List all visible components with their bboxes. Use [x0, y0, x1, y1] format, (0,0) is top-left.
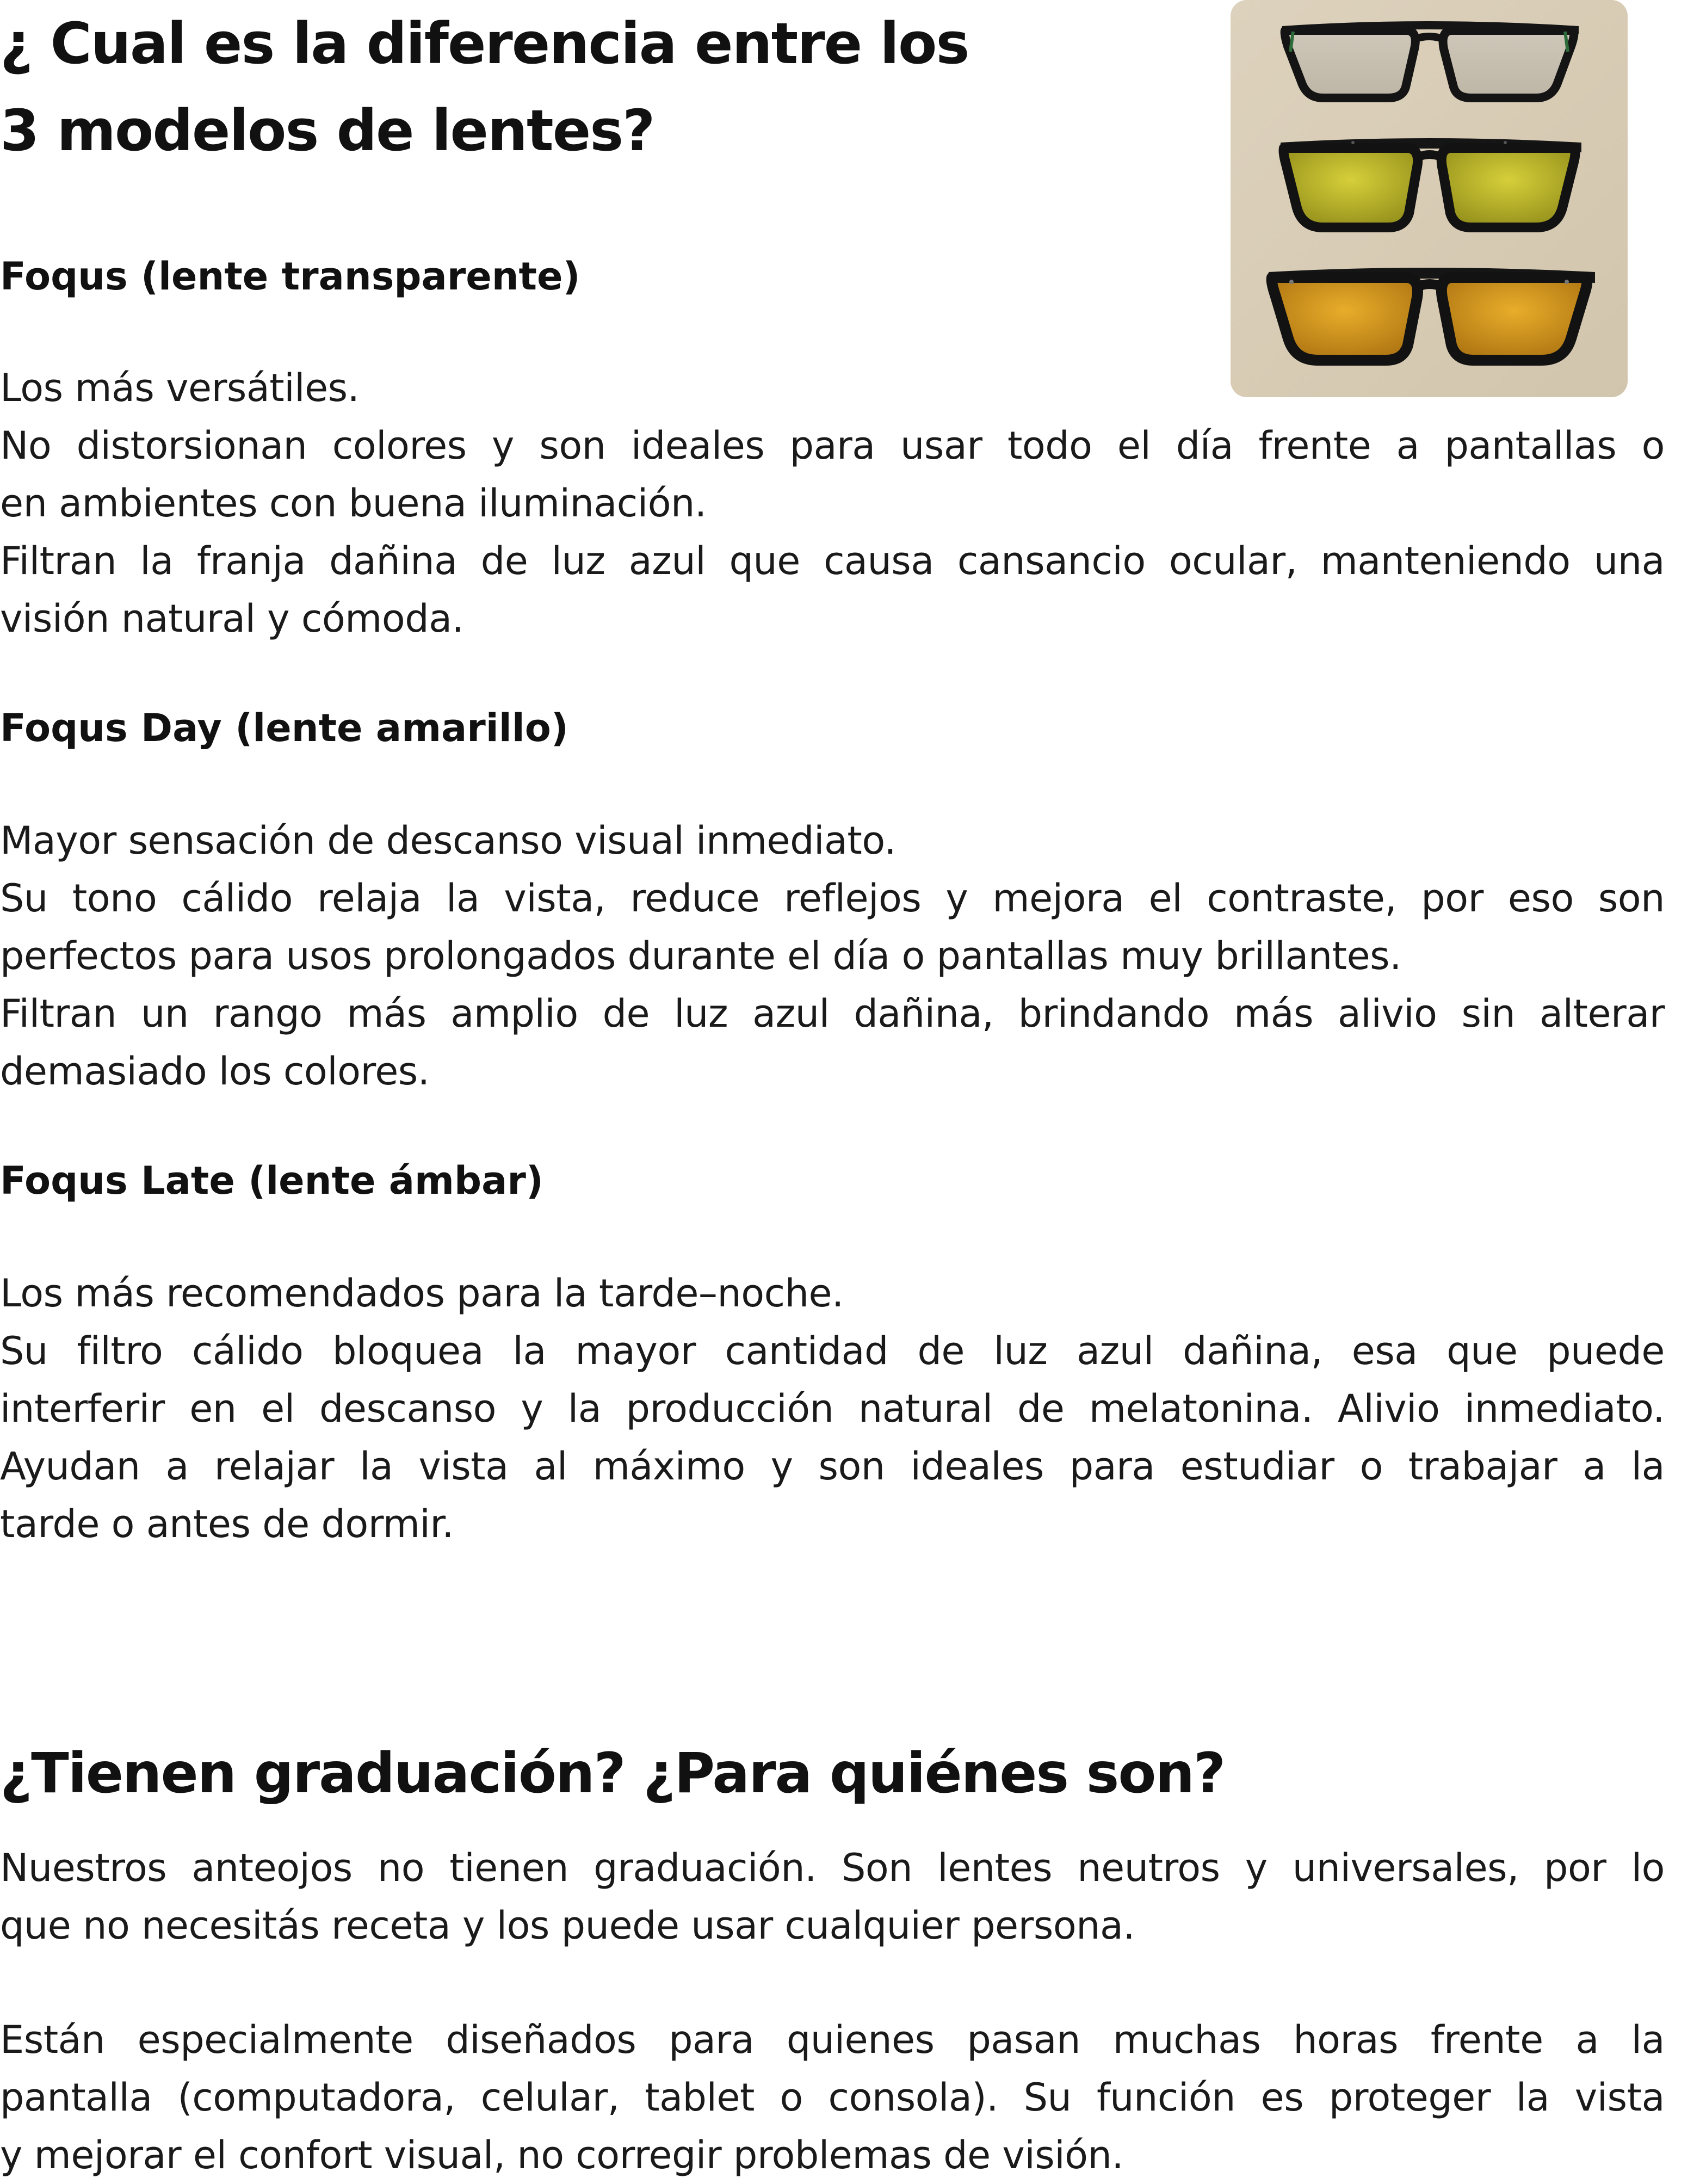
section-line: tarde o antes de dormir. — [0, 1502, 454, 1546]
section-line: en ambientes con buena iluminación. — [0, 481, 707, 526]
faq-paragraph-1 — [0, 1839, 1665, 1954]
faq-line: Nuestros anteojos no tienen graduación. Son lentes neutros y universales, por lo — [0, 1846, 1665, 1890]
faq-line: y mejorar el confort visual, no corregir problemas de visión. — [0, 2133, 1124, 2177]
section-line: Ayudan a relajar la vista al máximo y son ideales para estudiar o trabajar a la — [0, 1444, 1665, 1489]
section-body-foqus-day — [0, 812, 1665, 1100]
section-heading-foqus-day: Foqus Day (lente amarillo) — [0, 706, 568, 750]
section-heading-foqus-late: Foqus Late (lente ámbar) — [0, 1158, 543, 1203]
page-title — [0, 0, 1142, 174]
section-line: Los más recomendados para la tarde–noche. — [0, 1271, 844, 1316]
section-line: No distorsionan colores y son ideales para usar todo el día frente a pantallas o — [0, 423, 1665, 468]
section-line: Mayor sensación de descanso visual inmediato. — [0, 818, 897, 863]
three-glasses-illustration — [1231, 0, 1628, 397]
section-body-foqus-late — [0, 1264, 1665, 1553]
title-line-1: ¿ Cual es la diferencia entre los — [0, 10, 969, 77]
section-line: Su tono cálido relaja la vista, reduce reflejos y mejora el contraste, por eso son — [0, 876, 1665, 921]
section-line: demasiado los colores. — [0, 1049, 430, 1094]
section-body-foqus — [0, 359, 1665, 647]
section-line: interferir en el descanso y la producción natural de melatonina. Alivio inmediato. — [0, 1386, 1665, 1431]
title-line-2: 3 modelos de lentes? — [0, 97, 654, 164]
section-line: Filtran la franja dañina de luz azul que causa cansancio ocular, manteniendo una — [0, 539, 1665, 583]
section-line: perfectos para usos prolongados durante el día o pantallas muy brillantes. — [0, 934, 1401, 978]
faq-line: que no necesitás receta y los puede usar cualquier persona. — [0, 1903, 1135, 1948]
glasses-photo — [1231, 0, 1628, 397]
faq-line: pantalla (computadora, celular, tablet o consola). Su función es proteger la vista — [0, 2075, 1665, 2120]
section-line: Los más versátiles. — [0, 366, 360, 410]
section-line: Su filtro cálido bloquea la mayor cantidad de luz azul dañina, esa que puede — [0, 1329, 1665, 1373]
faq-heading: ¿Tienen graduación? ¿Para quiénes son? — [0, 1741, 1225, 1806]
section-heading-foqus: Foqus (lente transparente) — [0, 254, 580, 299]
faq-line: Están especialmente diseñados para quienes pasan muchas horas frente a la — [0, 2018, 1665, 2062]
section-line: visión natural y cómoda. — [0, 596, 464, 641]
section-line: Filtran un rango más amplio de luz azul dañina, brindando más alivio sin alterar — [0, 991, 1665, 1036]
faq-paragraph-2 — [0, 2011, 1665, 2184]
